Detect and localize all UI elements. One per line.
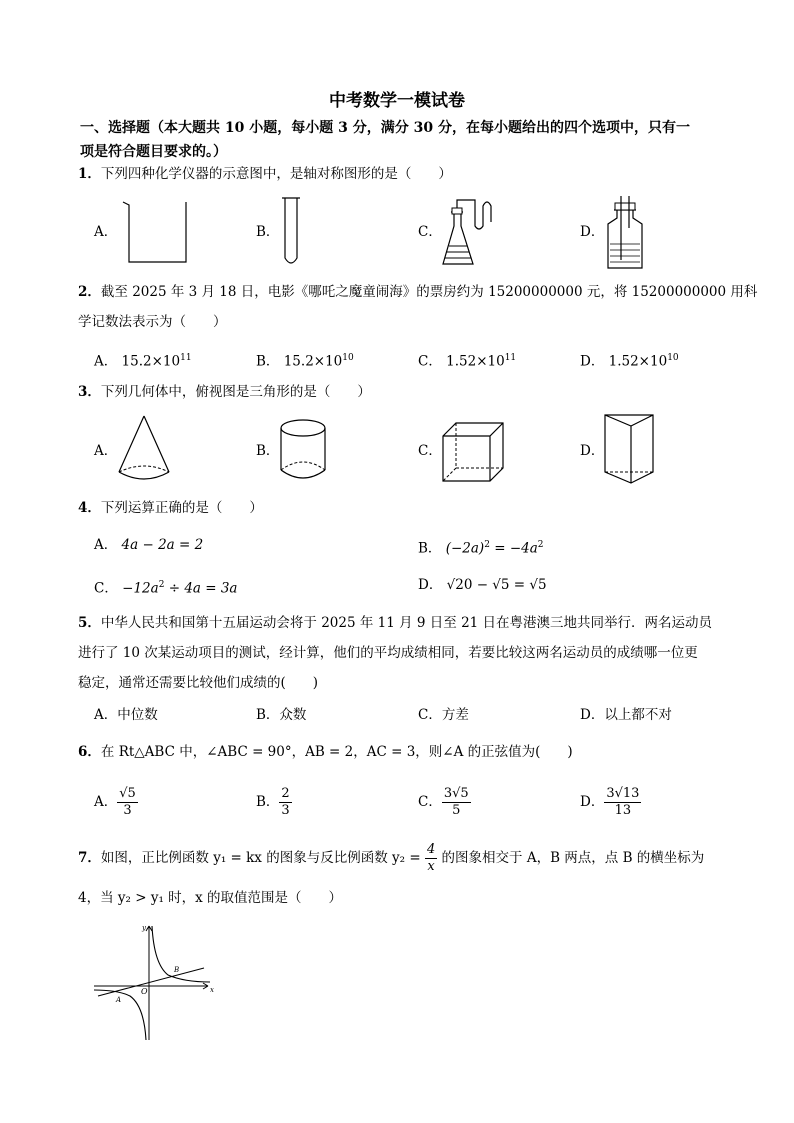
q4-option-c[interactable]: C． $-12a^2 \div 4a = 3a$ — [94, 580, 238, 597]
question-5-line3: 稳定，通常还需要比较他们成绩的( ) — [78, 675, 319, 691]
flask-icon — [437, 196, 517, 270]
question-2-line2: 学记数法表示为（ ） — [78, 314, 227, 330]
q4-option-b[interactable]: B． $(-2a)^2 = -4a^2$ — [418, 540, 544, 557]
q3-option-b[interactable]: B． — [256, 443, 280, 459]
q1-option-b[interactable]: B． — [256, 224, 280, 240]
q5-option-b[interactable]: B．众数 — [256, 707, 307, 723]
question-3: 3．下列几何体中，俯视图是三角形的是（ ） — [78, 384, 371, 400]
q6-option-a[interactable]: A． $\frac{√5}{3}$ — [94, 786, 136, 818]
question-5-line1: 5．中华人民共和国第十五届运动会将于 2025 年 11 月 9 日至 21 日在粤港澳三地共同举行．两名运动员 — [78, 615, 713, 631]
triangular-prism-icon — [602, 412, 656, 486]
gas-bottle-icon — [604, 194, 646, 272]
function-graph — [92, 920, 218, 1044]
q5-option-d[interactable]: D．以上都不对 — [580, 707, 672, 723]
q2-option-a[interactable]: A． $15.2\times 10^{11}$ — [94, 353, 192, 370]
question-7-line2: 4，当 y₂ > y₁ 时，x 的取值范围是（ ） — [78, 890, 343, 906]
q5-option-c[interactable]: C．方差 — [418, 707, 469, 723]
q6-option-c[interactable]: C． $\frac{3√5}{5}$ — [418, 786, 469, 818]
x-axis-label: x — [210, 986, 214, 994]
q1-option-c[interactable]: C． — [418, 224, 442, 240]
y-axis-label: y — [142, 924, 146, 932]
section-header-line2: 项是符合题目要求的。） — [80, 144, 227, 160]
question-6: 6．在 Rt△ABC 中，∠ABC = 90°，AB = 2，AC = 3，则∠A 的正弦值为( ) — [78, 744, 573, 760]
q2-option-d[interactable]: D． $1.52\times 10^{10}$ — [580, 353, 679, 370]
question-4: 4．下列运算正确的是（ ） — [78, 500, 263, 516]
cone-icon — [116, 414, 172, 484]
q6-option-d[interactable]: D． $\frac{3√13}{13}$ — [580, 786, 640, 818]
cube-icon — [440, 420, 506, 484]
question-5-line2: 进行了 10 次某运动项目的测试，经计算，他们的平均成绩相同，若要比较这两名运动员的成绩哪一位更 — [78, 645, 698, 661]
q3-option-a[interactable]: A． — [94, 443, 118, 459]
point-a-label: A — [116, 996, 122, 1004]
q1-option-d[interactable]: D． — [580, 224, 605, 240]
section-header-line1: 一、选择题（本大题共 10 小题，每小题 3 分，满分 30 分，在每小题给出的四个选项中，只有一 — [80, 120, 690, 136]
test-tube-icon — [279, 196, 303, 270]
q5-option-a[interactable]: A．中位数 — [94, 707, 158, 723]
q6-option-b[interactable]: B． $\frac{2}{3}$ — [256, 786, 290, 818]
q3-option-c[interactable]: C． — [418, 443, 442, 459]
point-b-label: B — [174, 966, 180, 974]
q2-option-c[interactable]: C． $1.52\times 10^{11}$ — [418, 353, 517, 370]
question-1: 1．下列四种化学仪器的示意图中，是轴对称图形的是（ ） — [78, 166, 452, 182]
origin-label: O — [141, 987, 148, 996]
beaker-icon — [120, 200, 190, 266]
q1-option-a[interactable]: A． — [94, 224, 118, 240]
cylinder-icon — [278, 418, 328, 482]
q4-option-d[interactable]: D． √20 − √5 = √5 — [418, 577, 547, 593]
question-7-line1: 7．如图，正比例函数 y₁ = kx 的图象与反比例函数 y₂ = $\frac{4}{x}$ 的图象相交于 A，B 两点，点 B 的横坐标为 — [78, 842, 705, 874]
q2-option-b[interactable]: B． $15.2\times 10^{10}$ — [256, 353, 354, 370]
q4-option-a[interactable]: A． 4a − 2a = 2 — [94, 537, 204, 553]
page-title: 中考数学一模试卷 — [329, 91, 465, 111]
question-2-line1: 2．截至 2025 年 3 月 18 日，电影《哪吒之魔童闹海》的票房约为 15200000000 元，将 15200000000 用科 — [78, 284, 758, 300]
q3-option-d[interactable]: D． — [580, 443, 605, 459]
